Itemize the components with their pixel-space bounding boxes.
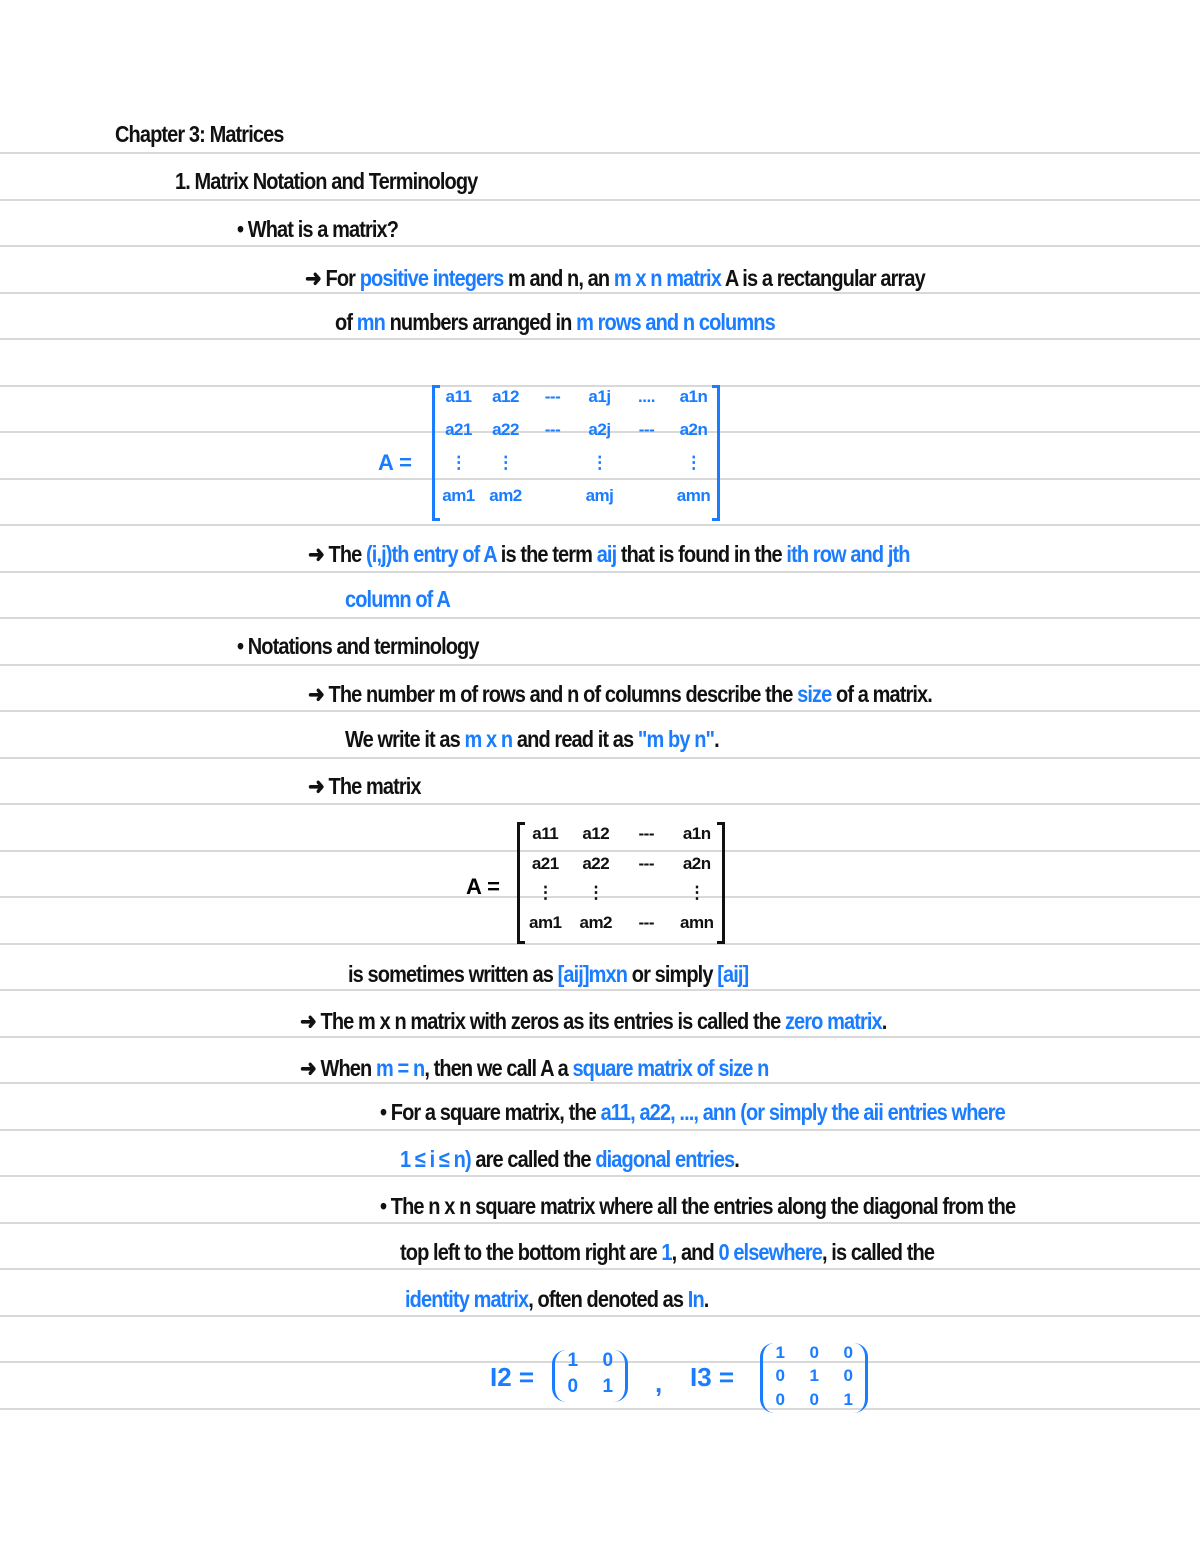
note-line bbox=[300, 1007, 886, 1036]
note-text: • For a square matrix, the bbox=[380, 1100, 601, 1126]
note-line bbox=[305, 264, 925, 293]
highlighted-term: zero matrix bbox=[784, 1009, 882, 1035]
highlighted-term: In bbox=[687, 1287, 704, 1313]
note-line bbox=[405, 1288, 708, 1314]
matrix-entry: ⋮ bbox=[591, 453, 608, 472]
rule-line bbox=[0, 199, 1200, 201]
note-line bbox=[308, 680, 932, 709]
matrix-entry: a1n bbox=[682, 824, 711, 843]
highlighted-term: "m by n" bbox=[637, 727, 715, 753]
rule-line bbox=[0, 1222, 1200, 1224]
note-text: , is called the bbox=[821, 1240, 935, 1266]
note-line bbox=[348, 963, 748, 989]
note-line bbox=[380, 1101, 1005, 1127]
note-line bbox=[175, 170, 477, 196]
matrix-entry: ⋮ bbox=[450, 453, 467, 472]
note-text: and read it as bbox=[512, 727, 638, 753]
rule-line bbox=[0, 524, 1200, 526]
matrix-entry: --- bbox=[638, 853, 654, 873]
note-text: are called the bbox=[470, 1147, 596, 1173]
note-line bbox=[237, 218, 398, 244]
note-text: . bbox=[734, 1147, 739, 1173]
note-text: • What is a matrix? bbox=[237, 217, 399, 243]
rule-line bbox=[0, 617, 1200, 619]
highlighted-term: square matrix of size n bbox=[572, 1056, 769, 1082]
note-text: of a matrix. bbox=[831, 682, 932, 708]
matrix-entry: ⋮ bbox=[497, 453, 514, 472]
note-text: . bbox=[714, 727, 719, 753]
highlighted-term: m x n bbox=[464, 727, 513, 753]
rule-line bbox=[0, 989, 1200, 991]
identity-2-label: I2 = bbox=[490, 1362, 535, 1392]
matrix-entry: a1j bbox=[588, 387, 611, 406]
rule-line bbox=[0, 1175, 1200, 1177]
matrix-entry: --- bbox=[638, 420, 655, 439]
matrix-entry: .... bbox=[638, 387, 655, 406]
highlighted-term: size bbox=[797, 682, 832, 708]
matrix-entry: a22 bbox=[492, 420, 519, 439]
note-text: • The n x n square matrix where all the entries along the diagonal from the bbox=[380, 1194, 1016, 1220]
matrix-entry: 0 bbox=[809, 1343, 819, 1362]
note-text: top left to the bottom right are bbox=[400, 1240, 662, 1266]
rule-line bbox=[0, 803, 1200, 805]
note-text: Chapter 3: Matrices bbox=[115, 122, 284, 148]
matrix-entry: 0 bbox=[775, 1366, 785, 1386]
highlighted-term: diagonal entries bbox=[595, 1147, 735, 1173]
matrix-entry: 0 bbox=[843, 1343, 853, 1362]
note-text: that is found in the bbox=[616, 542, 787, 568]
note-line bbox=[400, 1241, 934, 1267]
rule-line bbox=[0, 710, 1200, 712]
note-text: , then we call A a bbox=[424, 1056, 573, 1082]
note-text: , often denoted as bbox=[528, 1287, 688, 1313]
note-text: or simply bbox=[627, 962, 718, 988]
matrix-entry: 0 bbox=[567, 1376, 578, 1397]
note-text: ➜ The m x n matrix with zeros as its entries is called the bbox=[300, 1009, 785, 1035]
highlighted-term: 1 bbox=[661, 1240, 672, 1266]
highlighted-term: mn bbox=[356, 310, 385, 336]
identity-matrix-2 bbox=[552, 1350, 628, 1402]
highlighted-term: 1 ≤ i ≤ n) bbox=[400, 1147, 471, 1173]
note-line bbox=[400, 1148, 739, 1174]
matrix-entry: ⋮ bbox=[587, 883, 604, 902]
note-text: of bbox=[335, 310, 357, 336]
matrix-entry: amn bbox=[680, 912, 714, 932]
matrix-entry bbox=[623, 486, 670, 519]
highlighted-term: m x n matrix bbox=[613, 266, 721, 292]
matrix-entry: --- bbox=[544, 387, 561, 406]
matrix-entry: a11 bbox=[532, 824, 559, 843]
highlighted-term: identity matrix bbox=[405, 1287, 529, 1313]
matrix-entry: a2n bbox=[679, 420, 708, 439]
rule-line bbox=[0, 1408, 1200, 1410]
highlighted-term: 0 elsewhere bbox=[718, 1240, 822, 1266]
matrix1-label: A = bbox=[378, 450, 413, 475]
note-line bbox=[380, 1195, 1015, 1221]
highlighted-term: m = n bbox=[376, 1056, 425, 1082]
note-text: ➜ The number m of rows and n of columns describe the bbox=[308, 682, 798, 708]
identity-3-label: I3 = bbox=[690, 1362, 735, 1392]
note-text: ➜ For bbox=[305, 266, 360, 292]
rule-line bbox=[0, 1268, 1200, 1270]
note-text: A is a rectangular array bbox=[720, 266, 925, 292]
rule-line bbox=[0, 757, 1200, 759]
rule-line bbox=[0, 943, 1200, 945]
highlighted-term: a11, a22, ..., ann (or simply the aii entries where bbox=[600, 1100, 1005, 1126]
note-text: is sometimes written as bbox=[348, 962, 558, 988]
matrix-entry: ⋮ bbox=[537, 883, 554, 902]
matrix-entry: 0 bbox=[775, 1389, 785, 1409]
matrix-entry: a21 bbox=[445, 420, 472, 439]
matrix-entry: am2 bbox=[489, 486, 522, 505]
highlighted-term: ith row and jth bbox=[786, 542, 910, 568]
identity-separator: , bbox=[655, 1368, 663, 1398]
rule-line bbox=[0, 664, 1200, 666]
matrix-entry: a2j bbox=[588, 420, 611, 439]
highlighted-term: m rows and n columns bbox=[576, 310, 775, 336]
rule-line bbox=[0, 571, 1200, 573]
highlighted-term: column of A bbox=[345, 587, 450, 613]
matrix-entry: --- bbox=[638, 824, 654, 843]
note-line bbox=[308, 540, 910, 569]
note-line bbox=[300, 1054, 769, 1083]
note-line bbox=[308, 772, 421, 801]
note-text: We write it as bbox=[345, 727, 465, 753]
note-text: ➜ When bbox=[300, 1056, 377, 1082]
matrix-entry: am1 bbox=[528, 912, 562, 932]
matrix-entry: 1 bbox=[602, 1376, 613, 1397]
note-text: is the term bbox=[496, 542, 597, 568]
matrix-entry: ⋮ bbox=[688, 883, 705, 902]
note-text: numbers arranged in bbox=[384, 310, 577, 336]
matrix-entry: 1 bbox=[843, 1389, 853, 1409]
rule-line bbox=[0, 152, 1200, 154]
matrix-entry: 0 bbox=[809, 1389, 819, 1409]
matrix-entry: 0 bbox=[843, 1366, 853, 1386]
general-matrix-a bbox=[432, 387, 720, 519]
note-line bbox=[345, 728, 719, 754]
matrix2-label: A = bbox=[466, 874, 501, 899]
matrix-entry: --- bbox=[638, 912, 654, 932]
highlighted-term: [aij]mxn bbox=[557, 962, 628, 988]
matrix-entry: 1 bbox=[775, 1343, 785, 1362]
rule-line bbox=[0, 245, 1200, 247]
matrix-entry: am1 bbox=[442, 486, 475, 505]
highlighted-term: (i,j)th entry of A bbox=[366, 542, 497, 568]
matrix-entry: a12 bbox=[582, 824, 610, 843]
matrix-entry bbox=[621, 883, 672, 913]
note-text: ➜ The bbox=[308, 542, 367, 568]
matrix-entry: am2 bbox=[579, 912, 613, 932]
matrix-entry: 1 bbox=[809, 1366, 819, 1386]
highlighted-term: [aij] bbox=[717, 962, 749, 988]
matrix-entry: 1 bbox=[567, 1350, 578, 1371]
rule-line bbox=[0, 338, 1200, 340]
note-line bbox=[335, 311, 775, 337]
general-matrix-a-compact bbox=[517, 824, 725, 942]
identity-matrix-3 bbox=[760, 1343, 868, 1413]
matrix-entry: amj bbox=[585, 486, 614, 505]
note-text: • Notations and terminology bbox=[237, 634, 479, 660]
note-text: ➜ The matrix bbox=[308, 774, 421, 800]
matrix-entry bbox=[529, 453, 576, 486]
matrix-entry: 0 bbox=[602, 1350, 613, 1371]
highlighted-term: positive integers bbox=[359, 266, 504, 292]
matrix-entry: ⋮ bbox=[685, 453, 702, 472]
matrix-entry: amn bbox=[676, 486, 711, 505]
note-line bbox=[237, 635, 479, 661]
matrix-entry: a22 bbox=[582, 853, 610, 873]
matrix-entry: a21 bbox=[531, 853, 559, 873]
matrix-entry: --- bbox=[544, 420, 561, 439]
matrix-entry: a2n bbox=[682, 853, 711, 873]
note-text: , and bbox=[671, 1240, 719, 1266]
note-text: . bbox=[881, 1009, 887, 1035]
note-text: m and n, an bbox=[503, 266, 614, 292]
note-text: . bbox=[703, 1287, 709, 1313]
note-text: 1. Matrix Notation and Terminology bbox=[175, 169, 478, 195]
note-line bbox=[345, 588, 450, 614]
matrix-entry: a11 bbox=[445, 387, 472, 406]
highlighted-term: aij bbox=[596, 542, 617, 568]
rule-line bbox=[0, 1315, 1200, 1317]
matrix-entry bbox=[529, 486, 576, 519]
matrix-entry bbox=[623, 453, 670, 486]
matrix-entry: a12 bbox=[492, 387, 519, 406]
matrix-entry: a1n bbox=[679, 387, 708, 406]
rule-line bbox=[0, 1129, 1200, 1131]
note-line bbox=[115, 123, 284, 149]
